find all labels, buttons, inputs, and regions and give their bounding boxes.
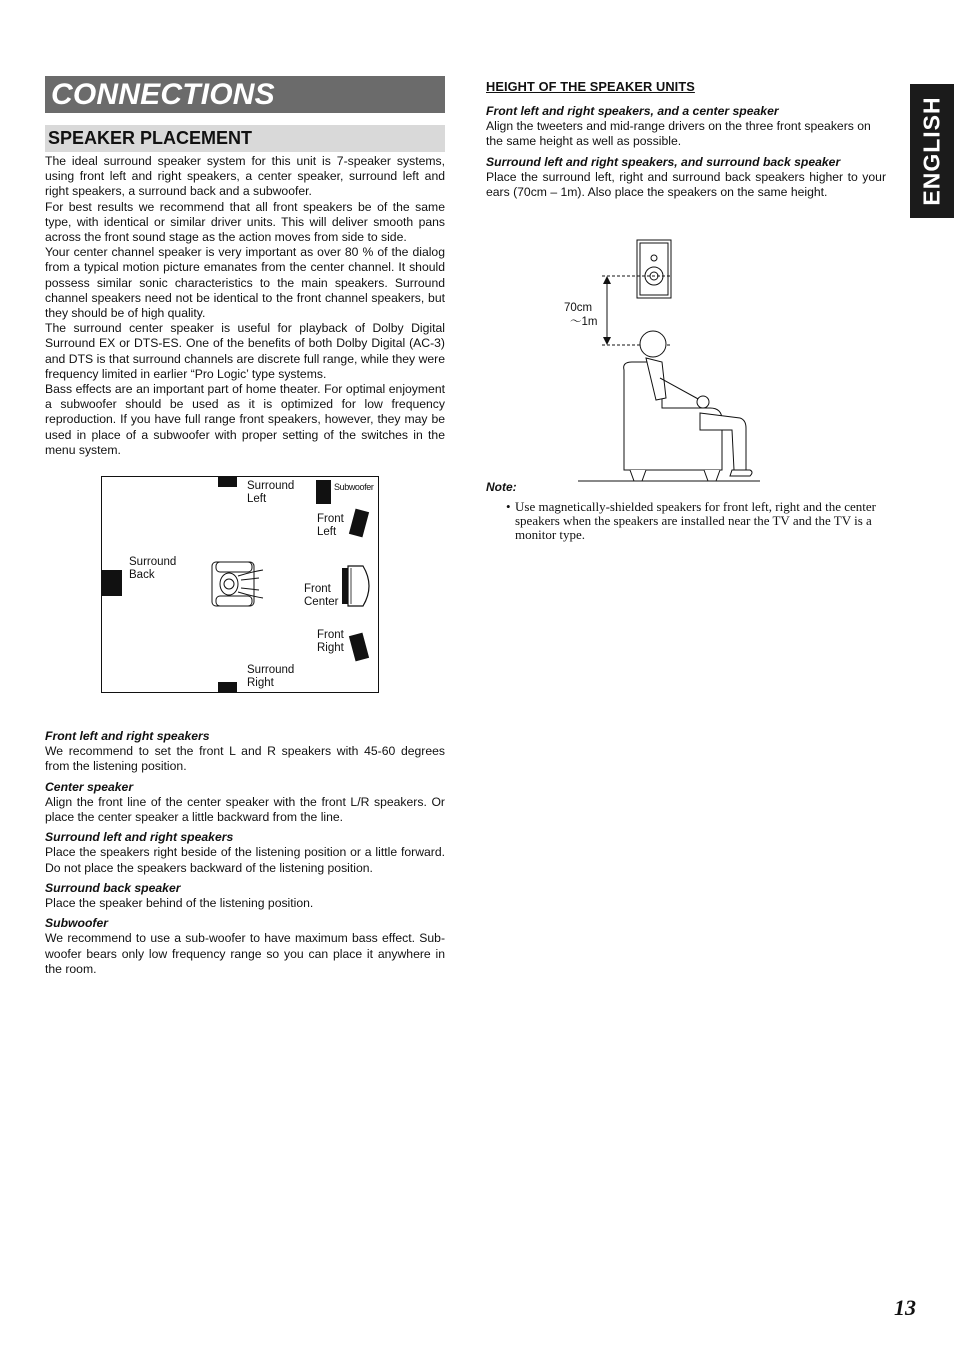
label-front-right: Front Right <box>317 629 344 654</box>
intro-paragraph: Your center channel speaker is very important as over 80 % of the dialog from a typical motion picture emanates from the center channel. It should possess similar sonic characteristics to the main speakers. Surround channel speakers need not be identical to the front channel speakers, but they should be of high quality. <box>45 245 445 321</box>
section-heading: Surround left and right speakers <box>45 830 234 845</box>
language-tab <box>910 84 954 218</box>
height-item-heading: Front left and right speakers, and a center speaker <box>486 104 779 118</box>
intro-paragraph: The surround center speaker is useful for playback of Dolby Digital Surround EX or DTS-ES. One of the benefits of both Dolby Digital (AC-3) and DTS is that surround channels are discrete full range, while they were frequency limited in earlier “Pro Logic’ type systems. <box>45 321 445 381</box>
intro-text <box>45 154 445 458</box>
section-heading: Center speaker <box>45 779 134 794</box>
listener-chair-icon <box>212 562 263 606</box>
intro-paragraph: The ideal surround speaker system for this unit is 7-speaker systems, using front left and right speakers, a center speaker, surround left and right speakers, a surround back and a subwoofer. <box>45 154 445 199</box>
page-number: 13 <box>894 1295 916 1320</box>
height-diagram <box>560 238 760 483</box>
section-text: Place the speaker behind of the listening position. <box>45 896 314 911</box>
intro-paragraph: For best results we recommend that all front speakers be of the same type, with identical or similar driver units. This will deliver smooth pans across the front sound stage as the action moves from side to side. <box>45 199 445 245</box>
section-text: Align the front line of the center speaker with the front L/R speakers. Or place the center speaker a little backward from the line. <box>45 794 445 825</box>
section-heading: Front left and right speakers <box>45 729 210 743</box>
note-label: Note: <box>486 480 517 494</box>
label-front-center: Front Center <box>304 583 339 608</box>
subsection-banner <box>45 125 445 152</box>
note-list <box>486 500 886 542</box>
listener-height-illustration <box>560 238 760 483</box>
height-item-text: Align the tweeters and mid-range drivers on the three front speakers on the same height as well as possible. <box>486 119 871 149</box>
section-text: Place the speakers right beside of the listening position or a little forward. Do not place the speakers backward of the listening position. <box>45 845 445 875</box>
front-right-speaker <box>349 633 369 662</box>
section-title: CONNECTIONS <box>51 78 275 111</box>
label-surround-right: Surround Right <box>247 664 295 689</box>
speaker-placement-diagram <box>101 476 379 693</box>
surround-back-speaker <box>102 570 122 596</box>
label-surround-back: Surround Back <box>129 556 177 581</box>
height-section-title: HEIGHT OF THE SPEAKER UNITS <box>486 79 695 94</box>
language-tab-label: ENGLISH <box>918 96 945 206</box>
surround-right-speaker <box>218 682 237 692</box>
surround-left-speaker <box>218 477 237 487</box>
height-label-line2: ～1m <box>570 316 598 328</box>
subwoofer-speaker <box>316 480 331 504</box>
section-text: We recommend to set the front L and R speakers with 45-60 degrees from the listening position. <box>45 744 445 774</box>
note-block <box>486 480 886 542</box>
front-left-speaker <box>349 509 369 538</box>
height-section <box>486 79 886 200</box>
height-item-heading: Surround left and right speakers, and surround back speaker <box>486 154 841 169</box>
subsection-title: SPEAKER PLACEMENT <box>48 128 253 148</box>
front-center-speaker <box>342 566 369 606</box>
height-label-line1: 70cm <box>564 302 593 314</box>
label-front-left: Front Left <box>317 513 344 538</box>
section-text: We recommend to use a sub-woofer to have maximum bass effect. Sub-woofer bears only low frequency range so you can place it anywhere in the room. <box>45 931 445 976</box>
section-banner <box>45 76 445 113</box>
height-item-text: Place the surround left, right and surround back speakers higher to your ears (70cm – 1m). Also place the speakers on the same height. <box>486 169 886 200</box>
wall-speaker-icon <box>637 240 671 298</box>
speaker-sections <box>45 729 445 977</box>
section-heading: Subwoofer <box>45 916 108 931</box>
label-surround-left: Surround Left <box>247 480 295 505</box>
section-heading: Surround back speaker <box>45 880 181 895</box>
intro-paragraph: Bass effects are an important part of home theater. For optimal enjoyment a subwoofer should be used as it is optimized for low frequency reproduction. If you have full range front speakers, however, they may be used in place of a subwoofer with proper setting of the switches in the menu system. <box>45 382 445 457</box>
note-item: • Use magnetically-shielded speakers for front left, right and the center speakers when the speakers are installed near the TV and the TV is a monitor type. <box>486 500 886 542</box>
label-subwoofer: Subwoofer <box>334 482 374 492</box>
